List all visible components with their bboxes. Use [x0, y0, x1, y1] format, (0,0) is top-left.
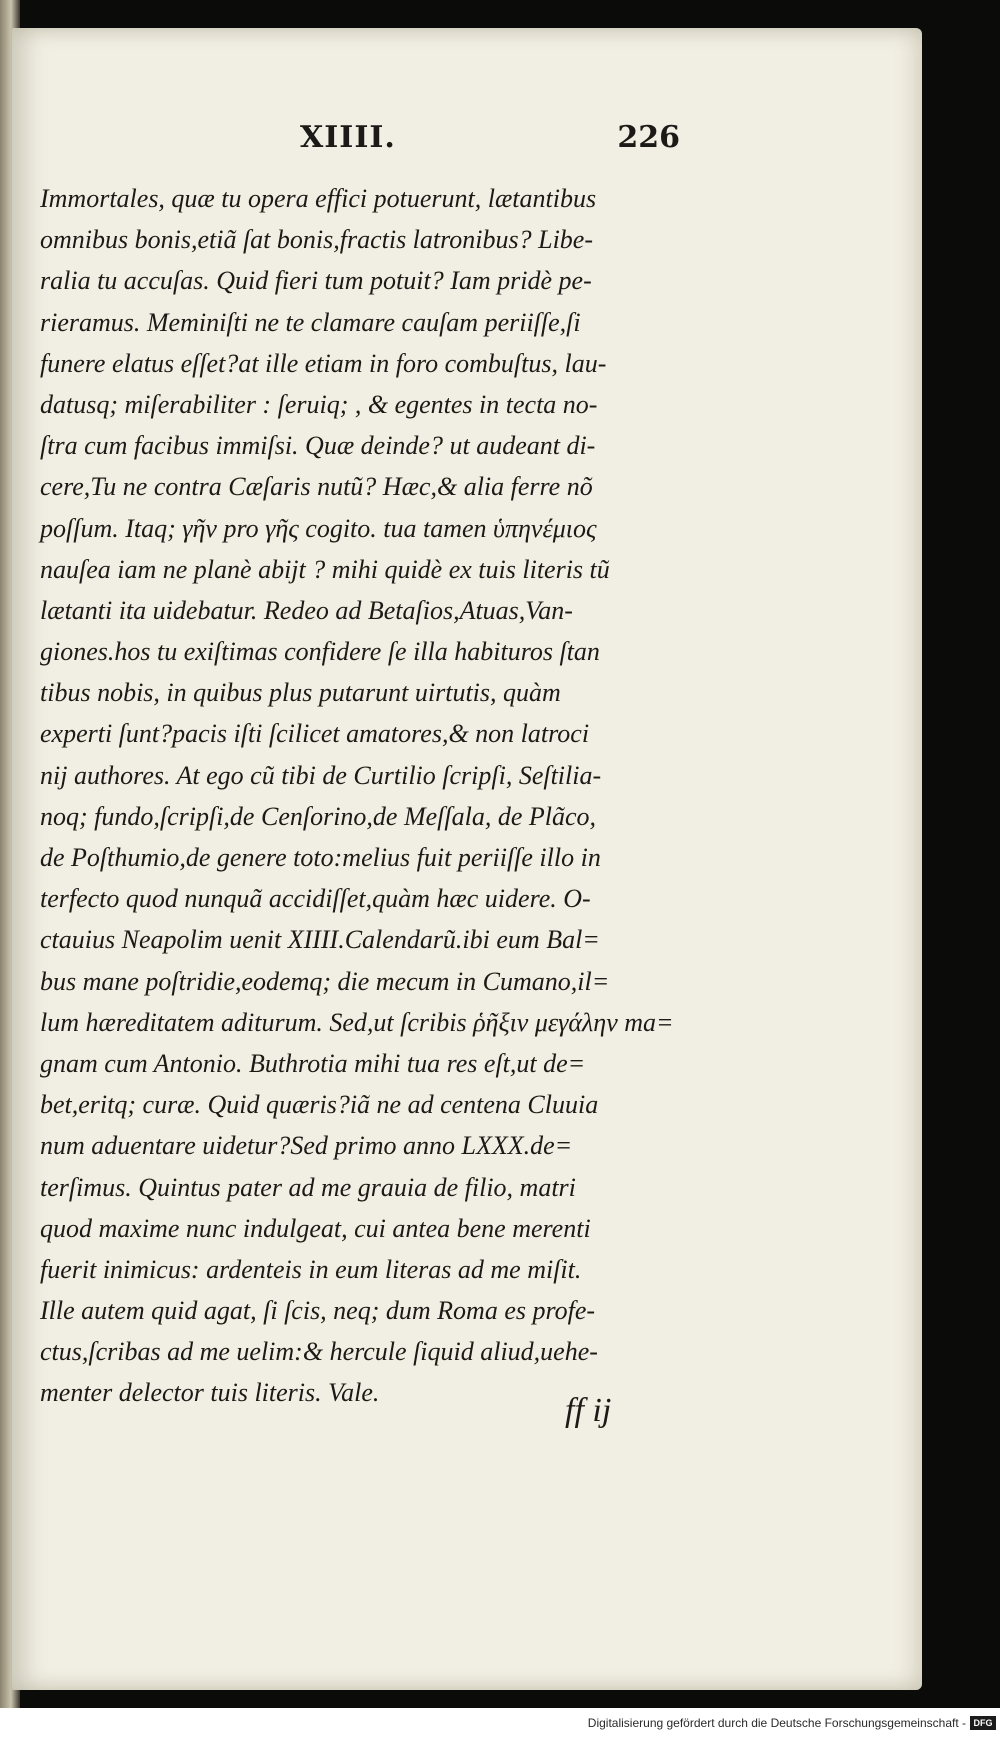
footer-credit: Digitalisierung gefördert durch die Deutsche Forschungsgemeinschaft -	[587, 1716, 966, 1730]
text-line: noq; fundo,ſcripſi,de Cenſorino,de Meſſala, de Plãco,	[40, 801, 597, 831]
text-line: de Poſthumio,de genere toto:melius fuit periiſſe illo in	[40, 843, 601, 872]
text-line: terfecto quod nunquã accidiſſet,quàm hæc uidere. O-	[40, 884, 591, 914]
text-line: gnam cum Antonio. Buthrotia mihi tua res eſt,ut de=	[40, 1048, 586, 1078]
dfg-logo: DFG	[970, 1716, 996, 1730]
text-line: poſſum. Itaq; γῆν pro γῆς cogito. tua tamen ὑπηνέμιος	[40, 513, 597, 543]
text-line: giones.hos tu exiſtimas confidere ſe illa habituros ſtan	[40, 637, 600, 667]
text-line: nij authores. At ego cũ tibi de Curtilio ſcripſi, Seſtilia-	[40, 760, 602, 790]
running-head	[300, 120, 680, 160]
text-line: Ille autem quid agat, ſi ſcis, neq; dum Roma es profe-	[40, 1296, 596, 1326]
text-line: omnibus bonis,etiã ſat bonis,fractis latronibus? Libe-	[40, 225, 594, 255]
text-line: experti ſunt?pacis iſti ſcilicet amatores,& non latroci	[40, 719, 590, 749]
text-line: menter delector tuis literis. Vale.	[40, 1378, 380, 1408]
text-line: bet,eritq; curæ. Quid quæris?iã ne ad centena Cluuia	[40, 1090, 599, 1120]
digitization-footer	[0, 1708, 1000, 1738]
text-line: ſtra cum facibus immiſsi. Quæ deinde? ut audeant di-	[40, 431, 596, 461]
text-line: Immortales, quæ tu opera effici potuerunt, lætantibus	[40, 184, 597, 213]
chapter-numeral: XIIII.	[300, 120, 396, 155]
text-line: bus mane poſtridie,eodemq; die mecum in Cumano,il=	[40, 966, 610, 996]
text-line: funere elatus eſſet?at ille etiam in foro combuſtus, lau-	[40, 348, 607, 378]
letter-body	[40, 178, 690, 1414]
text-line: lum hæreditatem aditurum. Sed,ut ſcribis ῥῆξιν μεγάλην ma=	[40, 1007, 674, 1037]
text-line: rieramus. Meminiſti ne te clamare cauſam periiſſe,ſi	[40, 307, 581, 337]
text-line: quod maxime nunc indulgeat, cui antea bene merenti	[40, 1213, 591, 1243]
text-line: datusq; miſerabiliter : ſeruiq; , & egentes in tecta no-	[40, 389, 598, 419]
text-line: ctauius Neapolim uenit XIIII.Calendarũ.ibi eum Bal=	[40, 925, 600, 955]
text-line: fuerit inimicus: ardenteis in eum literas ad me miſit.	[40, 1254, 582, 1284]
text-line: ralia tu accuſas. Quid fieri tum potuit? Iam pridè pe-	[40, 266, 592, 296]
signature-mark: ff ij	[565, 1392, 612, 1429]
text-line: ctus,ſcribas ad me uelim:& hercule ſiquid aliud,uehe-	[40, 1337, 598, 1367]
text-line: num aduentare uidetur?Sed primo anno LXXX.de=	[40, 1131, 573, 1161]
text-line: lætanti ita uidebatur. Redeo ad Betaſios,Atuas,Van-	[40, 595, 573, 625]
text-line: cere,Tu ne contra Cæſaris nutũ? Hæc,& alia ferre nõ	[40, 472, 593, 502]
text-line: tibus nobis, in quibus plus putarunt uirtutis, quàm	[40, 678, 561, 708]
folio-number: 226	[617, 120, 680, 155]
text-line: nauſea iam ne planè abijt ? mihi quidè ex tuis literis tũ	[40, 554, 610, 584]
text-line: terſimus. Quintus pater ad me grauia de filio, matri	[40, 1172, 576, 1202]
